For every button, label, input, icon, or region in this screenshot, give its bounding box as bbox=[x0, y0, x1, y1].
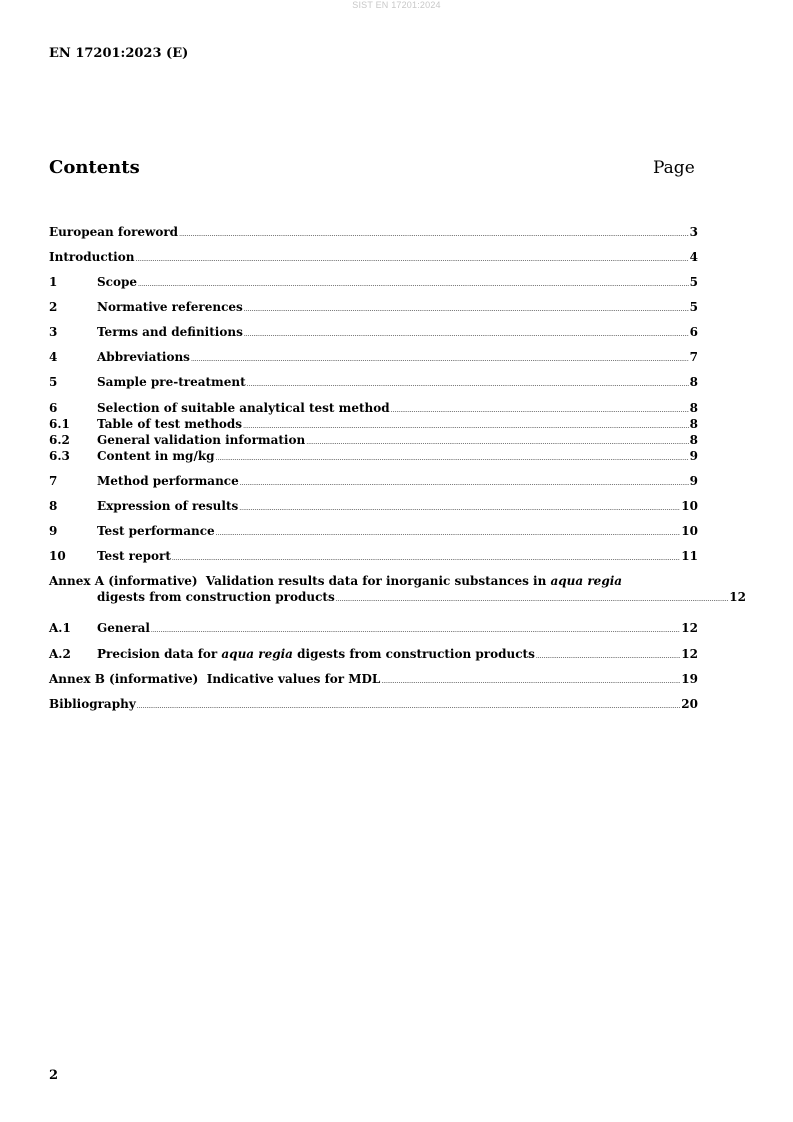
toc-leader bbox=[536, 651, 680, 663]
toc-entry-scope[interactable] bbox=[49, 274, 698, 291]
toc-page: 6 bbox=[689, 325, 698, 339]
toc-leader bbox=[244, 304, 689, 316]
document-id: EN 17201:2023 (E) bbox=[49, 46, 189, 61]
toc-entry-general-validation-information[interactable] bbox=[49, 432, 698, 449]
toc-title-italic: aqua regia bbox=[221, 647, 293, 661]
toc-title: Annex B (informative) Indicative values for MDL bbox=[49, 672, 381, 686]
toc-title-part: Annex A (informative) Validation results data for inorganic substances in bbox=[49, 574, 551, 588]
toc-leader bbox=[244, 329, 689, 341]
toc-entry-abbreviations[interactable] bbox=[49, 349, 698, 366]
toc-page: 5 bbox=[689, 275, 698, 289]
toc-number: 6 bbox=[49, 401, 58, 415]
toc-page: 11 bbox=[681, 549, 698, 563]
toc-entry-expression-of-results[interactable] bbox=[49, 498, 698, 515]
toc-page: 7 bbox=[689, 350, 698, 364]
toc-page: 8 bbox=[689, 417, 698, 431]
toc-page: 9 bbox=[689, 449, 698, 463]
toc-entry-method-performance[interactable] bbox=[49, 473, 698, 490]
toc-leader bbox=[216, 528, 681, 540]
toc-number: 6.1 bbox=[49, 417, 70, 431]
toc-page: 8 bbox=[689, 375, 698, 389]
toc-entry-selection-of-test-method[interactable] bbox=[49, 400, 698, 417]
toc-number: 6.3 bbox=[49, 449, 70, 463]
toc-leader bbox=[151, 625, 680, 637]
toc-leader bbox=[247, 379, 689, 391]
toc-page: 12 bbox=[729, 590, 746, 604]
toc-title: Bibliography bbox=[49, 697, 136, 711]
toc-number: 9 bbox=[49, 524, 58, 538]
annex-a-line-2 bbox=[49, 589, 746, 606]
toc-leader bbox=[239, 503, 680, 515]
toc-title: Content in mg/kg bbox=[97, 449, 215, 463]
toc-title: Selection of suitable analytical test method bbox=[97, 401, 390, 415]
toc-leader bbox=[172, 553, 680, 565]
toc-title-part: Precision data for bbox=[97, 647, 222, 661]
toc-entry-a2-precision-data[interactable] bbox=[49, 646, 698, 663]
toc-number: 7 bbox=[49, 474, 58, 488]
toc-page: 9 bbox=[689, 474, 698, 488]
toc-number: 8 bbox=[49, 499, 58, 513]
toc-page: 10 bbox=[681, 499, 698, 513]
toc-entry-content-in-mg-kg[interactable] bbox=[49, 448, 698, 465]
toc-number: 10 bbox=[49, 549, 66, 563]
toc-page: 12 bbox=[681, 647, 698, 661]
toc-page: 19 bbox=[681, 672, 698, 686]
toc-entry-annex-b[interactable] bbox=[49, 671, 698, 688]
toc-entry-bibliography[interactable] bbox=[49, 696, 698, 713]
toc-title-part: digests from construction products bbox=[97, 590, 335, 604]
annex-a-line-1 bbox=[49, 573, 698, 589]
toc-title: Scope bbox=[97, 275, 138, 289]
toc-entry-test-performance[interactable] bbox=[49, 523, 698, 540]
toc-entry-table-of-test-methods[interactable] bbox=[49, 416, 698, 433]
toc-title: Expression of results bbox=[97, 499, 239, 513]
toc-page: 3 bbox=[689, 225, 698, 239]
toc-number: 6.2 bbox=[49, 433, 70, 447]
toc-page: 12 bbox=[681, 621, 698, 635]
toc-page: 5 bbox=[689, 300, 698, 314]
toc-page: 8 bbox=[689, 433, 698, 447]
toc-page: 10 bbox=[681, 524, 698, 538]
footer-page-number: 2 bbox=[49, 1068, 59, 1083]
toc-leader bbox=[336, 594, 729, 606]
toc-number: 4 bbox=[49, 350, 58, 364]
toc-entry-terms-and-definitions[interactable] bbox=[49, 324, 698, 341]
toc-entry-annex-a[interactable] bbox=[49, 573, 746, 606]
toc-leader bbox=[216, 453, 689, 465]
toc-entry-a1-general[interactable] bbox=[49, 620, 698, 637]
toc-title: Sample pre-treatment bbox=[97, 375, 246, 389]
toc-title: Test report bbox=[97, 549, 171, 563]
toc-title: General bbox=[97, 621, 150, 635]
toc-page: 4 bbox=[689, 250, 698, 264]
toc-number: 5 bbox=[49, 375, 58, 389]
toc-entry-sample-pre-treatment[interactable] bbox=[49, 374, 698, 391]
toc-page: 8 bbox=[689, 401, 698, 415]
toc-number: A.2 bbox=[49, 647, 71, 661]
toc-title: Test performance bbox=[97, 524, 215, 538]
toc-leader bbox=[191, 354, 689, 366]
toc-title-italic: aqua regia bbox=[550, 574, 623, 588]
toc-title-part: digests from construction products bbox=[292, 647, 535, 661]
toc-entry-introduction[interactable] bbox=[49, 249, 698, 266]
toc-number: 1 bbox=[49, 275, 58, 289]
toc-number: A.1 bbox=[49, 621, 71, 635]
toc-number: 2 bbox=[49, 300, 58, 314]
toc-title: European foreword bbox=[49, 225, 179, 239]
toc-entry-normative-references[interactable] bbox=[49, 299, 698, 316]
toc-leader bbox=[137, 701, 681, 713]
toc-title: Normative references bbox=[97, 300, 243, 314]
toc-leader bbox=[240, 478, 689, 490]
toc-page: 20 bbox=[681, 697, 698, 711]
toc-title: Table of test methods bbox=[97, 417, 243, 431]
toc-number: 3 bbox=[49, 325, 58, 339]
toc-entry-test-report[interactable] bbox=[49, 548, 698, 565]
toc-leader bbox=[138, 279, 689, 291]
watermark: SIST EN 17201:2024 bbox=[352, 0, 441, 10]
toc-leader bbox=[135, 254, 688, 266]
toc-entry-european-foreword[interactable] bbox=[49, 224, 698, 241]
toc-title: Terms and definitions bbox=[97, 325, 243, 339]
page-column-label: Page bbox=[653, 158, 695, 178]
toc-title: General validation information bbox=[97, 433, 306, 447]
contents-title: Contents bbox=[49, 157, 140, 178]
toc-leader bbox=[179, 229, 689, 241]
toc-title: Introduction bbox=[49, 250, 135, 264]
toc-leader bbox=[381, 676, 680, 688]
toc-title: Method performance bbox=[97, 474, 239, 488]
toc-title: Abbreviations bbox=[97, 350, 190, 364]
